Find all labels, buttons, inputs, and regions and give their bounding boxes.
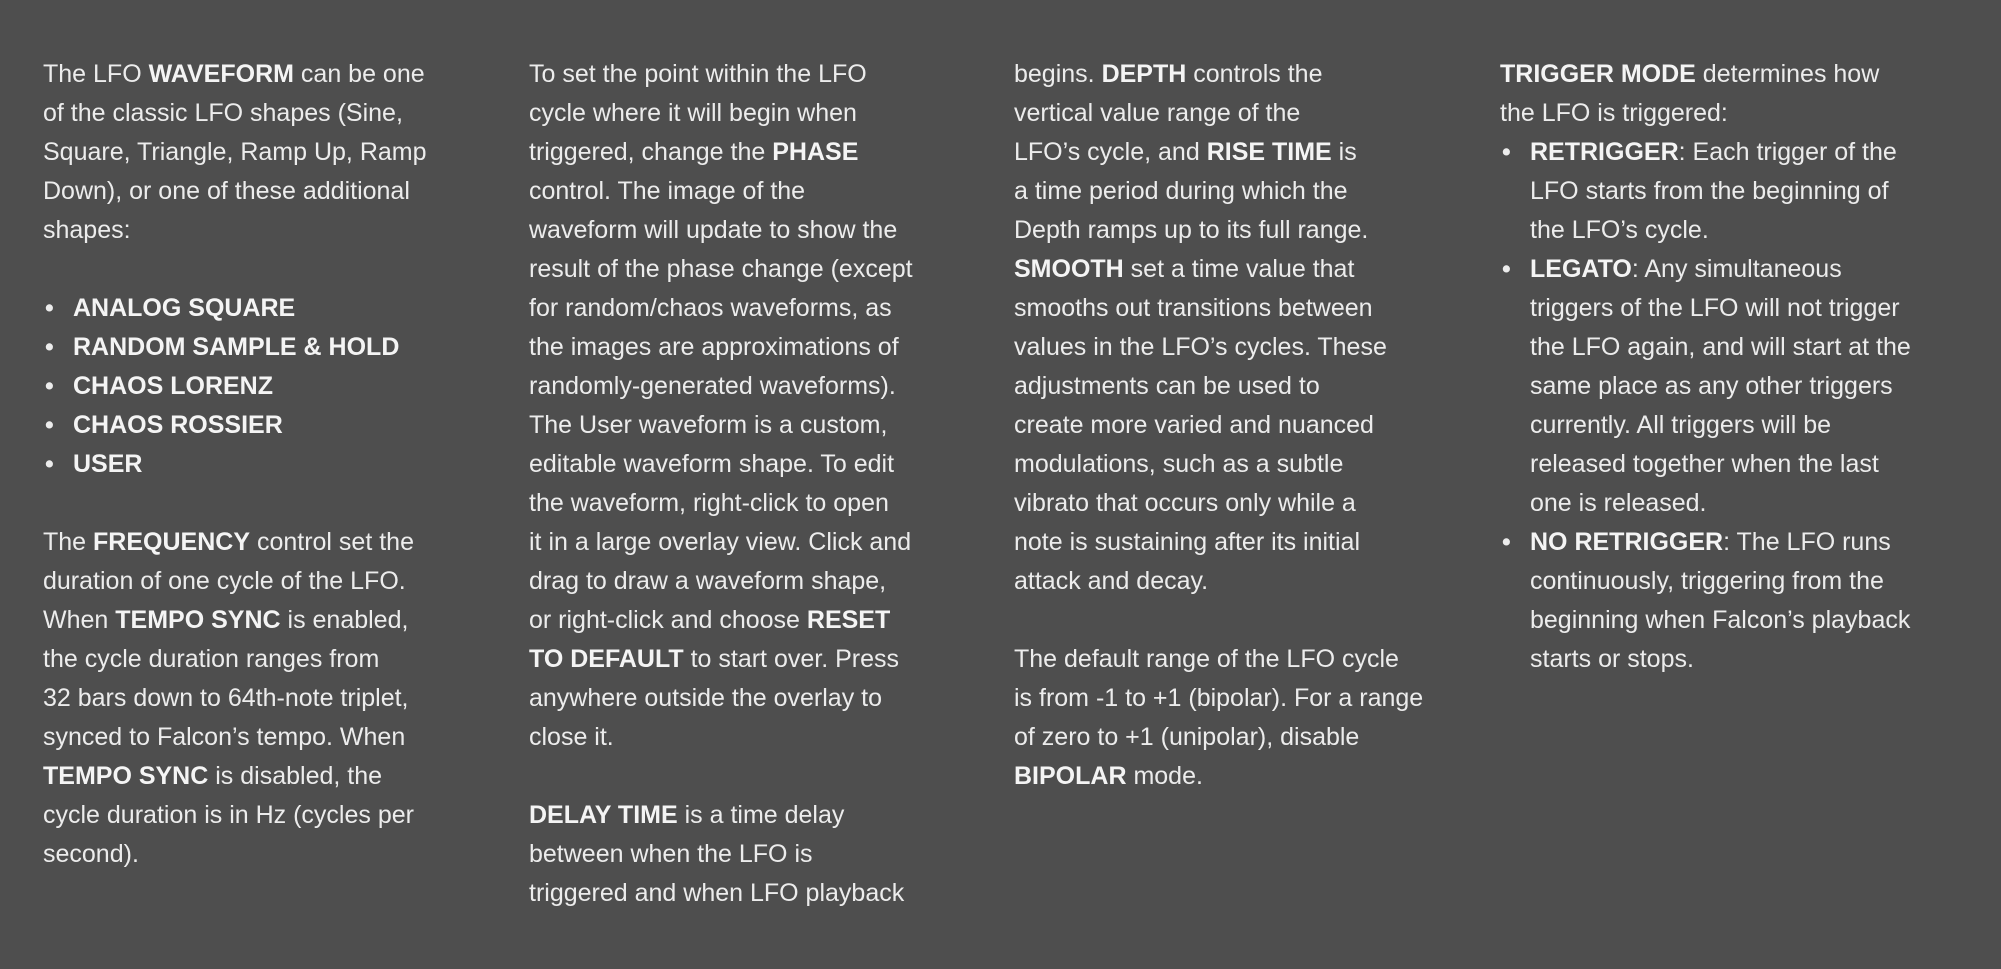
column-3 <box>1014 55 1454 796</box>
paragraph-gap <box>43 484 483 523</box>
body-text: is enabled, the cycle duration ranges from 32 bars down to 64th-note triplet, synced to Falcon’s tempo. When <box>43 606 409 751</box>
list-item-trigger-mode <box>1500 250 1970 523</box>
frequency-paragraph <box>43 523 483 874</box>
bullet-icon: • <box>45 294 54 322</box>
delay-time-paragraph <box>529 796 969 913</box>
additional-shapes-list <box>43 289 483 484</box>
list-item-shape: • CHAOS LORENZ <box>43 367 483 406</box>
bullet-icon: • <box>1502 255 1511 283</box>
bullet-icon: • <box>1502 138 1511 166</box>
body-text: mode. <box>1126 762 1203 790</box>
body-text: The <box>43 528 94 556</box>
bold-term: RESET TO DEFAULT <box>529 606 891 673</box>
list-item-trigger-mode <box>1500 133 1970 250</box>
bold-term: RETRIGGER <box>1530 138 1679 166</box>
depth-paragraph <box>1014 55 1454 601</box>
bold-term: NO RETRIGGER <box>1530 528 1724 556</box>
bold-term: LEGATO <box>1530 255 1632 283</box>
bullet-icon: • <box>45 333 54 361</box>
bold-term: RISE TIME <box>1206 138 1332 166</box>
body-text: begins. <box>1014 60 1102 88</box>
body-text: The default range of the LFO cycle is from -1 to +1 (bipolar). For a range of zero to +1 (unipolar), disable <box>1014 645 1424 751</box>
bold-term: BIPOLAR <box>1014 762 1127 790</box>
body-text: : The LFO runs continuously, triggering from the beginning when Falcon’s playback starts or stops. <box>1530 528 1911 673</box>
body-text: : Any simultaneous triggers of the LFO will not trigger the LFO again, and will start at the same place as any other triggers currently. All triggers will be released together when the last one is released. <box>1530 255 1911 517</box>
list-item-shape: • USER <box>43 445 483 484</box>
trigger-mode-text <box>1530 528 1910 673</box>
trigger-modes-list <box>1500 133 1970 679</box>
bold-term: TRIGGER MODE <box>1500 60 1696 88</box>
bold-term: TEMPO SYNC <box>43 762 209 790</box>
body-text: control set the duration of one cycle of the LFO. When <box>43 528 414 634</box>
body-text: is a time delay between when the LFO is triggered and when LFO playback <box>529 801 905 907</box>
bold-term: DEPTH <box>1101 60 1187 88</box>
body-text: can be one of the classic LFO shapes (Sine, Square, Triangle, Ramp Up, Ramp Down), or one of these additional shapes: <box>43 60 427 244</box>
list-item-trigger-mode <box>1500 523 1970 679</box>
bold-term: FREQUENCY <box>93 528 250 556</box>
trigger-mode-text <box>1530 138 1897 244</box>
body-text: controls the vertical value range of the LFO’s cycle, and <box>1014 60 1323 166</box>
body-text: control. The image of the waveform will update to show the result of the phase change (except for random/chaos waveforms, as the images are approximations of randomly-generated waveforms). The User waveform is a custom, editable waveform shape. To edit the waveform, right-click to open it in a large overlay view. Click and drag to draw a waveform shape, or right-click and choose <box>529 177 913 634</box>
body-text: The LFO <box>43 60 149 88</box>
bold-term: DELAY TIME <box>529 801 678 829</box>
list-item-shape: • RANDOM SAMPLE & HOLD <box>43 328 483 367</box>
body-text: is disabled, the cycle duration is in Hz (cycles per second). <box>43 762 414 868</box>
list-item-shape: • CHAOS ROSSIER <box>43 406 483 445</box>
body-text: to start over. Press anywhere outside the overlay to close it. <box>529 645 899 751</box>
bullet-icon: • <box>45 411 54 439</box>
bold-term: PHASE <box>772 138 859 166</box>
paragraph-gap <box>43 250 483 289</box>
bullet-icon: • <box>45 450 54 478</box>
body-text: is a time period during which the Depth ramps up to its full range. <box>1014 138 1369 244</box>
column-2 <box>529 55 969 913</box>
waveform-paragraph <box>43 55 483 250</box>
body-text: : Each trigger of the LFO starts from the beginning of the LFO’s cycle. <box>1530 138 1897 244</box>
bold-term: WAVEFORM <box>148 60 294 88</box>
bullet-icon: • <box>45 372 54 400</box>
bold-term: SMOOTH <box>1014 255 1124 283</box>
column-1 <box>43 55 483 874</box>
trigger-mode-paragraph <box>1500 55 1970 133</box>
bold-term: TEMPO SYNC <box>115 606 281 634</box>
body-text: To set the point within the LFO cycle where it will begin when triggered, change the <box>529 60 867 166</box>
trigger-mode-text <box>1530 255 1911 517</box>
body-text: determines how the LFO is triggered: <box>1500 60 1880 127</box>
body-text: set a time value that smooths out transitions between values in the LFO’s cycles. These adjustments can be used to create more varied and nuanced modulations, such as a subtle vibrato that occurs only while a note is sustaining after its initial attack and decay. <box>1014 255 1387 595</box>
bipolar-paragraph <box>1014 640 1454 796</box>
column-4 <box>1500 55 1970 679</box>
paragraph-gap <box>1014 601 1454 640</box>
list-item-shape: • ANALOG SQUARE <box>43 289 483 328</box>
bullet-icon: • <box>1502 528 1511 556</box>
phase-paragraph <box>529 55 969 757</box>
paragraph-gap <box>529 757 969 796</box>
